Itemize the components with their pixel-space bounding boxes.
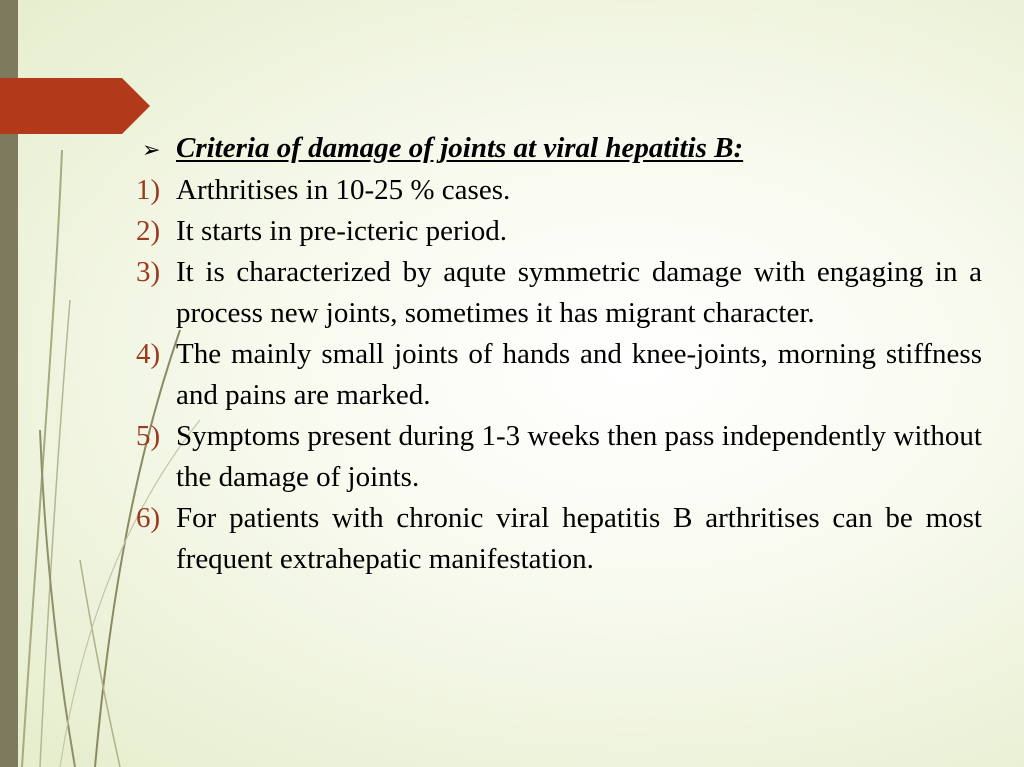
list-item [136, 252, 982, 334]
list-text: The mainly small joints of hands and knee-joints, morning stiffness and pains are marked. [176, 338, 982, 411]
list-number: 4) [136, 338, 161, 370]
slide-heading [136, 128, 982, 170]
list-number: 5) [136, 420, 161, 452]
slide-content [136, 128, 982, 580]
list-item [136, 170, 982, 211]
list-text: Symptoms present during 1-3 weeks then pass independently without the damage of joints. [176, 420, 982, 493]
red-title-tab [0, 78, 150, 134]
list-text: For patients with chronic viral hepatitis B arthritises can be most frequent extrahepatic manifestation. [176, 502, 982, 575]
list-number: 1) [136, 174, 161, 206]
list-item [136, 416, 982, 498]
list-text: It starts in pre-icteric period. [176, 215, 507, 247]
arrow-bullet-icon: ➢ [142, 137, 161, 162]
list-number: 3) [136, 256, 161, 288]
criteria-list [136, 170, 982, 580]
list-number: 6) [136, 502, 161, 534]
list-item [136, 334, 982, 416]
heading-text: Criteria of damage of joints at viral hepatitis B: [176, 132, 744, 164]
list-text: It is characterized by aqute symmetric damage with engaging in a process new joints, sometimes it has migrant character. [176, 256, 982, 329]
list-number: 2) [136, 215, 161, 247]
list-item [136, 498, 982, 580]
list-item [136, 211, 982, 252]
list-text: Arthritises in 10-25 % cases. [176, 174, 511, 206]
